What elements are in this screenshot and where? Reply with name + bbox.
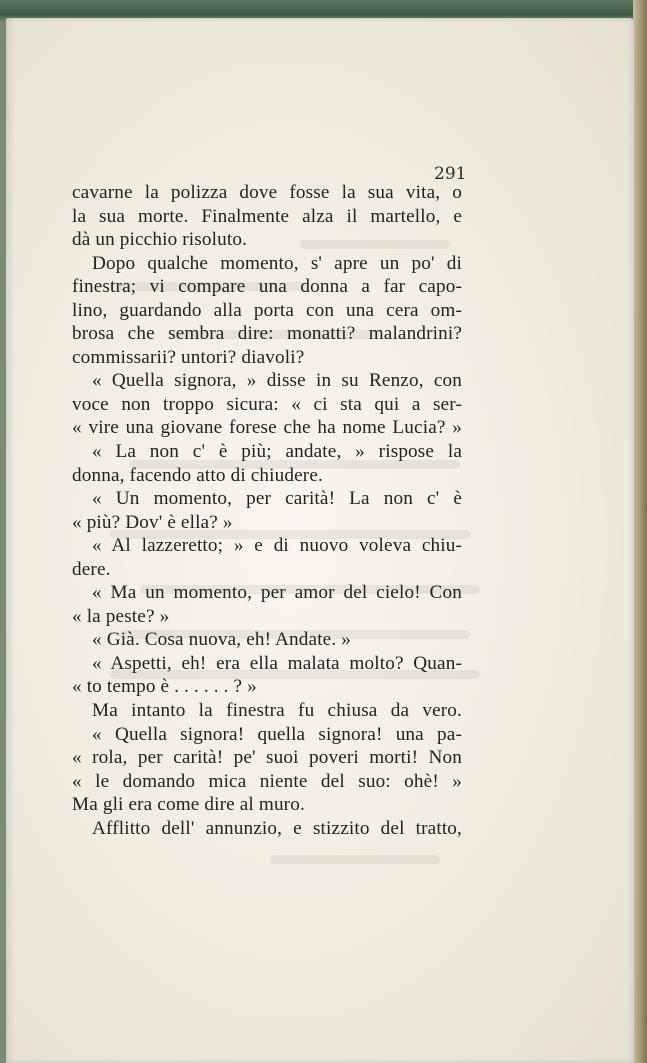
text-line: « Già. Cosa nuova, eh! Andate. »	[92, 629, 351, 651]
text-line: « Un momento, per carità! La non c' è	[92, 488, 462, 510]
body-text	[72, 181, 462, 840]
book-edge	[633, 0, 647, 1063]
text-line: la sua morte. Finalmente alza il martello, e	[72, 205, 462, 227]
text-line: donna, facendo atto di chiudere.	[72, 464, 323, 486]
text-line: « Quella signora! quella signora! una pa-	[92, 723, 462, 745]
text-line: dere.	[72, 558, 111, 580]
text-line: Ma gli era come dire al muro.	[72, 794, 305, 816]
text-line: « la peste? »	[72, 605, 170, 627]
text-line: Ma intanto la finestra fu chiusa da vero.	[92, 700, 462, 722]
text-line: « Quella signora, » disse in su Renzo, con	[92, 370, 462, 392]
text-line: « La non c' è più; andate, » rispose la	[92, 441, 462, 463]
text-line: « vire una giovane forese che ha nome Lucia? »	[72, 417, 462, 439]
text-line: « Aspetti, eh! era ella malata molto? Quan-	[92, 652, 462, 674]
page-number: 291	[434, 164, 467, 184]
text-line: Dopo qualche momento, s' apre un po' di	[92, 252, 462, 274]
text-line: commissarii? untori? diavoli?	[72, 346, 305, 368]
text-line: « to tempo è . . . . . . ? »	[72, 676, 257, 698]
text-line: dà un picchio risoluto.	[72, 229, 248, 251]
text-line: « rola, per carità! pe' suoi poveri morti! Non	[72, 747, 462, 769]
text-line: « più? Dov' è ella? »	[72, 511, 233, 533]
text-line: « Al lazzeretto; » e di nuovo voleva chiu-	[92, 535, 462, 557]
text-line: voce non troppo sicura: « ci sta qui a ser-	[72, 393, 462, 415]
text-line: lino, guardando alla porta con una cera om-	[72, 299, 462, 321]
text-line: « le domando mica niente del suo: ohè! »	[72, 770, 462, 792]
text-line: Afflitto dell' annunzio, e stizzito del tratto,	[92, 817, 462, 839]
text-line: « Ma un momento, per amor del cielo! Con	[92, 582, 462, 604]
text-line: finestra; vi compare una donna a far capo-	[72, 276, 462, 298]
text-line: cavarne la polizza dove fosse la sua vita, o	[72, 182, 462, 203]
text-line: brosa che sembra dire: monatti? malandrini?	[72, 323, 462, 345]
